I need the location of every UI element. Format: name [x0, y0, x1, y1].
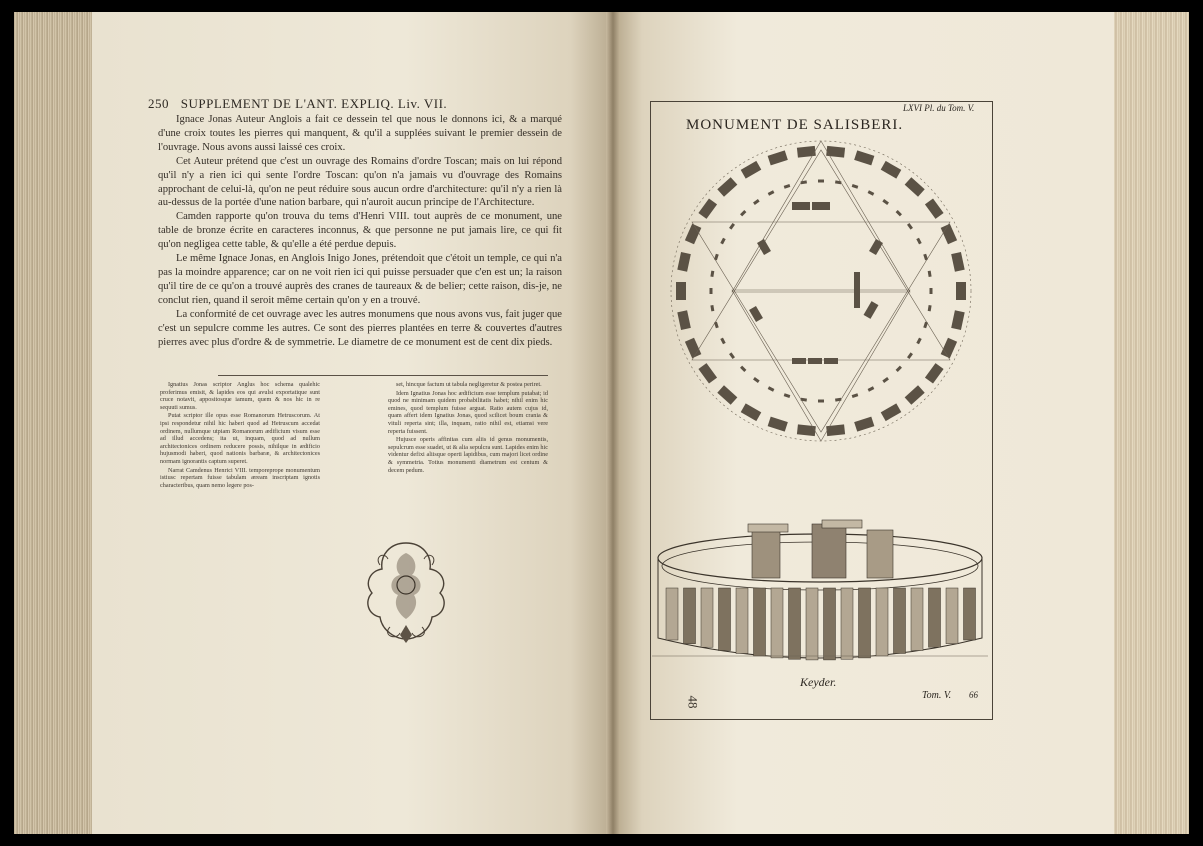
inner-stone [729, 223, 735, 230]
outer-stone [685, 224, 701, 245]
inner-stone [868, 190, 875, 195]
inner-stone [818, 180, 824, 183]
latin-paragraph: Putat scriptor ille opus esse Romanorum Hetruscorum. At ipsi respondetur nihil hic haberi quod ad Hetruscum accedat ordinem, nullumque utpiam Romanorum ædificium visum esse ad illud accedens; ita ut, inquam, quod ad nullum architectonices ordinem reducere possis, nihilque in ædificio hujusmodi haberi, quod nationis barbaræ, & architectonices normam ignorantis captum superet. [160, 412, 320, 465]
upright-stone [911, 588, 923, 651]
latin-paragraph: Narrat Camdenus Henrici VIII. temporeprope monumentum istiusc repertam fuisse tabulam æream inscriptam ignotis characteribus, quam nemo legere pos- [160, 466, 320, 489]
outer-stone [941, 224, 957, 245]
inner-stone [710, 288, 713, 294]
inner-stone [768, 190, 775, 195]
paragraph: Le même Ignace Jonas, en Anglois Inigo Jones, prétendoit que c'étoit un temple, ce qui n'a pas la moindre apparence; car on ne voit rien ici qui puisse persuader que c'en est un; la raison qu'il tire de ce qu'on a trouvé auprès des cranes de taureaux & de belier; cette raison, dis-je, ne conclut rien, quand il seroit même certain qu'on y en a trouvé. [158, 253, 562, 306]
outer-stone [941, 338, 957, 359]
inner-stone [801, 180, 807, 184]
upright-stone [929, 588, 941, 647]
outer-stone [698, 363, 717, 383]
inner-stone [784, 184, 791, 189]
upright-stone [754, 588, 766, 656]
running-head-title: SUPPLEMENT DE L'ANT. EXPLIQ. Liv. VII. [180, 96, 448, 111]
outer-stone [768, 150, 788, 165]
upright-stone [824, 588, 836, 660]
outer-stone [956, 282, 966, 300]
upright-stone [841, 588, 853, 659]
outer-stone [741, 161, 762, 179]
upright-stone [946, 588, 958, 644]
inner-stone [753, 377, 760, 383]
page-number-left: 250 [148, 96, 169, 111]
inner-stone [801, 398, 807, 402]
inner-stone [852, 393, 859, 398]
french-text [158, 113, 562, 349]
upright-stone [964, 588, 976, 640]
paragraph: Cet Auteur prétend que c'est un ouvrage des Romains d'ordre Toscan; mais on lui répond qu'il n'y a rien ici qui sente l'ordre Toscan: qu'on n'a jamais vu d'ouvrage des Romains approchant de celui-là, qu'on ne peut réduire sous aucun ordre d'architecture: qu'il n'y a rien là au-dessus de la portée d'une nation barbare, qui n'auroit aucun principe de l'Architecture. [158, 155, 562, 209]
latin-paragraph: Idem Ignatius Jonas hoc ædificium esse templum putabat; id quod ne minimam quidem probabilitatis habet; nihil enim hic emines, quod templum fuisse arguat. Ratio autem cujus id, quam affert idem Ignatius Jonas, quod scilicet boum crania & vituli reperta sint; illa, inquam, ratio nihil est, etiamsi vere reperta fuissent. [388, 389, 548, 435]
inner-stone [710, 271, 714, 277]
inner-stone [916, 338, 921, 345]
engraver-signature: Keyder. [800, 675, 837, 689]
outer-stone [826, 424, 845, 436]
inner-stone [818, 400, 824, 403]
inner-stone [907, 352, 913, 359]
perspective-reconstruction-illustration [652, 518, 988, 668]
outer-stone [677, 310, 691, 330]
outer-stone [925, 363, 944, 383]
inner-stone [928, 305, 932, 311]
latin-paragraph: Ignatius Jonas scriptor Anglus hoc schema qualehic proferimus emisit, & lapides eos qui avulsi exportatique sunt cruce notavit, appositosque iamum, quem & nos hic in re sequuti sumus. [160, 381, 320, 411]
outer-stone [768, 417, 788, 432]
ground-plan-illustration [662, 132, 980, 450]
handwritten-number: 48 [685, 695, 701, 709]
upright-stone [859, 588, 871, 658]
cul-de-lampe-ornament [360, 535, 452, 645]
inner-stone [768, 386, 775, 391]
inner-stone [930, 288, 933, 294]
upright-stone [701, 588, 713, 647]
latin-paragraph: Hujusce operis affinitas cum aliis id genus monumentis, sepulcrum esse suadet, ut & alia sepulcra sunt. Lapides enim hic videntur defixi aliisque operti lapidibus, cum majori licet ordine & symmetria. Totius monumenti diametrum est centum & decem pedum. [388, 436, 548, 474]
outer-stone [797, 146, 816, 158]
right-page-block-edge [1114, 12, 1189, 834]
tome-label: Tom. V. [922, 690, 952, 701]
upright-stone [894, 588, 906, 653]
plate-number: 66 [969, 690, 978, 700]
inner-stone [740, 366, 746, 372]
inner-stone [928, 271, 932, 277]
upright-stone [719, 588, 731, 651]
inner-stone [896, 210, 902, 216]
paragraph: Camden rapporte qu'on trouva du tems d'Henri VIII. tout auprès de ce monument, une table de bronze écrite en caracteres inconnus, & que personne ne put jamais lire, ce qui fit qu'on negligea cette table, & qu'elle a été perdue depuis. [158, 211, 562, 251]
inner-stone [907, 223, 913, 230]
upright-stone [684, 588, 696, 644]
outer-stone [797, 424, 816, 436]
inner-stone [710, 305, 714, 311]
outer-stone [905, 385, 925, 404]
outer-stone [698, 198, 717, 218]
upright-stone [771, 588, 783, 658]
inner-stone [896, 366, 902, 372]
outer-stone [925, 198, 944, 218]
inner-stone [916, 238, 921, 245]
outer-stone [677, 252, 691, 272]
inner-stone [882, 199, 889, 205]
latin-column-1 [160, 381, 320, 490]
inner-stone [720, 238, 725, 245]
plate-title: MONUMENT DE SALISBERI. [686, 117, 904, 133]
outer-stone [881, 403, 902, 421]
upright-stone [789, 588, 801, 659]
inner-stone [784, 393, 791, 398]
paragraph: La conformité de cet ouvrage avec les autres monumens que nous avons vus, fait juger que c'est un sepulcre comme les autres. Ce sont des pierres plantées en terre & couvertes d'autres pierres avec plus d'ordre & de symmetrie. Le diametre de ce monument est de cent dix pieds. [158, 308, 562, 348]
outer-stone [905, 177, 925, 196]
upright-stone [806, 588, 818, 660]
outer-stone [881, 161, 902, 179]
upright-stone [876, 588, 888, 656]
inner-stone [720, 338, 725, 345]
book-gutter [606, 12, 620, 834]
upright-stone [736, 588, 748, 653]
inner-stone [740, 210, 746, 216]
outer-stone [854, 417, 874, 432]
outer-stone [741, 403, 762, 421]
inner-stone [882, 377, 889, 383]
inner-stone [729, 352, 735, 359]
inner-stone [835, 180, 841, 184]
inner-stone [852, 184, 859, 189]
upright-stone [666, 588, 678, 640]
inner-stone [835, 398, 841, 402]
outer-stone [951, 252, 965, 272]
paragraph: Ignace Jonas Auteur Anglois a fait ce dessein tel que nous le donnons ici, & a marqué d'une croix toutes les pierres qui manquent, & qu'il a supplées suivant le premier dessein de l'ouvrage. Nous avons aussi laissé ces croix. [158, 114, 562, 153]
divider-rule [218, 375, 548, 376]
running-head [148, 96, 447, 112]
latin-paragraph: set, hincque factum ut tabula negligeretur & postea periret. [396, 381, 542, 388]
outer-stone [951, 310, 965, 330]
latin-column-2 [388, 381, 548, 475]
inner-stone [868, 386, 875, 391]
outer-stone [826, 146, 845, 158]
outer-stone [676, 282, 686, 300]
left-page-block-edge [14, 12, 92, 834]
inner-stone [753, 199, 760, 205]
outer-stone [685, 338, 701, 359]
outer-stone [854, 150, 874, 165]
plate-reference: LXVI Pl. du Tom. V. [903, 103, 975, 113]
